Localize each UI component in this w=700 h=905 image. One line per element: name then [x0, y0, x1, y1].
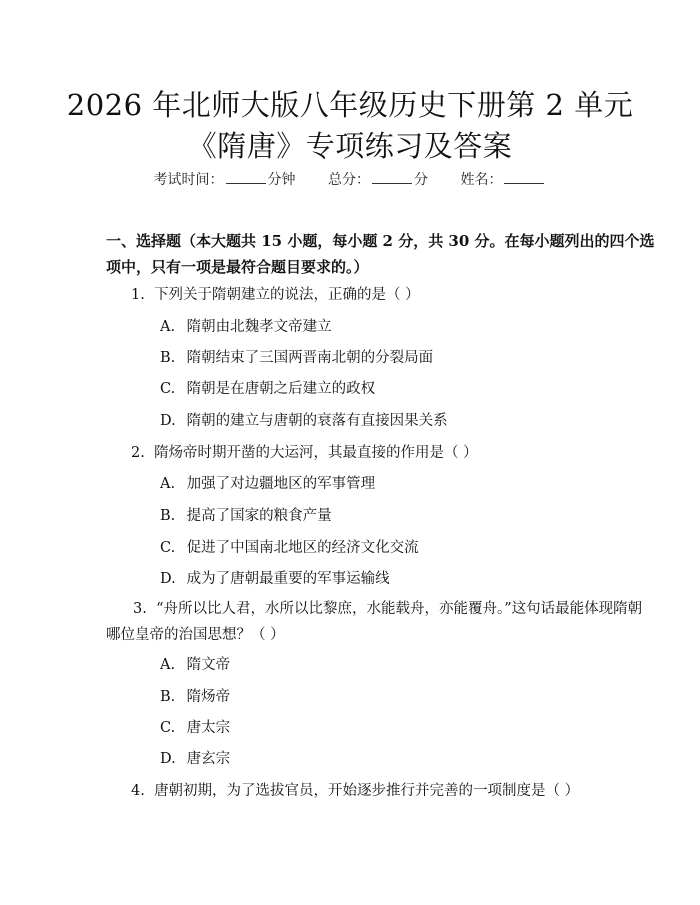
- question-1-option-b: [160, 346, 433, 367]
- question-number: 4.: [131, 783, 145, 799]
- option-text: 促进了中国南北地区的经济文化交流: [186, 540, 419, 556]
- question-text: 唐朝初期，为了选拔官员，开始逐步推行并完善的一项制度是（ ）: [154, 783, 580, 799]
- question-number: 3.: [133, 601, 147, 617]
- option-text: 隋炀帝: [186, 689, 231, 705]
- question-1-option-c: [160, 377, 375, 398]
- option-letter: B.: [160, 689, 176, 705]
- option-text: 隋朝由北魏孝文帝建立: [186, 319, 332, 335]
- total-score-label: 总分：: [328, 172, 370, 188]
- question-2-option-c: [160, 536, 419, 557]
- section-heading: 一、选择题（本大题共 15 小题，每小题 2 分，共 30 分。在每小题列出的四个选项中，只有一项是最符合题目要求的。）: [106, 232, 655, 276]
- option-letter: D.: [160, 413, 176, 429]
- exam-time-field: [154, 169, 296, 189]
- exam-time-unit: 分钟: [267, 172, 296, 188]
- student-name-field: [460, 169, 546, 189]
- student-name-label: 姓名：: [460, 172, 503, 188]
- question-3-option-c: [160, 716, 230, 737]
- question-2-option-b: [160, 504, 332, 525]
- option-text: 加强了对边疆地区的军事管理: [186, 476, 376, 492]
- question-text: 隋炀帝时期开凿的大运河，其最直接的作用是（ ）: [154, 445, 478, 461]
- exam-title-line-1: 2026 年北师大版八年级历史下册第 2 单元: [66, 88, 634, 122]
- option-letter: D.: [160, 571, 176, 587]
- total-score-blank: [372, 171, 412, 184]
- question-1: [131, 283, 420, 304]
- option-letter: A.: [160, 657, 176, 673]
- total-score-unit: 分: [414, 172, 428, 188]
- exam-info-line: [0, 169, 700, 189]
- option-letter: C.: [160, 540, 176, 556]
- exam-time-label: 考试时间：: [153, 172, 224, 188]
- option-letter: D.: [160, 751, 176, 767]
- question-3-option-a: [160, 653, 230, 674]
- question-2-option-a: [160, 472, 375, 493]
- option-text: 隋文帝: [186, 657, 231, 673]
- option-text: 隋朝的建立与唐朝的衰落有直接因果关系: [186, 413, 448, 429]
- option-text: 唐太宗: [186, 720, 231, 736]
- question-4: [131, 779, 579, 800]
- question-1-option-a: [160, 315, 332, 336]
- option-text: 成为了唐朝最重要的军事运输线: [186, 571, 390, 587]
- question-number: 1.: [131, 287, 145, 303]
- option-text: 隋朝结束了三国两晋南北朝的分裂局面: [186, 350, 434, 366]
- option-letter: A.: [160, 319, 176, 335]
- question-3-option-b: [160, 685, 230, 706]
- question-3-option-d: [160, 747, 230, 768]
- question-number: 2.: [131, 445, 145, 461]
- option-letter: C.: [160, 720, 176, 736]
- option-text: 提高了国家的粮食产量: [186, 508, 332, 524]
- question-2-option-d: [160, 567, 390, 588]
- question-2: [131, 441, 478, 462]
- exam-time-blank: [226, 171, 266, 184]
- option-letter: C.: [160, 381, 176, 397]
- student-name-blank: [504, 171, 544, 184]
- option-text: 隋朝是在唐朝之后建立的政权: [186, 381, 376, 397]
- question-3: [106, 596, 656, 648]
- option-letter: B.: [160, 350, 176, 366]
- question-text: 下列关于隋朝建立的说法，正确的是（ ）: [154, 287, 420, 303]
- exam-title-line-2: 《隋唐》专项练习及答案: [187, 129, 513, 163]
- option-text: 唐玄宗: [186, 751, 231, 767]
- question-1-option-d: [160, 409, 448, 430]
- total-score-field: [328, 169, 428, 189]
- question-text: “舟所以比人君，水所以比黎庶，水能载舟，亦能覆舟。”这句话最能体现隋朝哪位皇帝的治国思想？（ ）: [106, 601, 643, 643]
- option-letter: B.: [160, 508, 176, 524]
- option-letter: A.: [160, 476, 176, 492]
